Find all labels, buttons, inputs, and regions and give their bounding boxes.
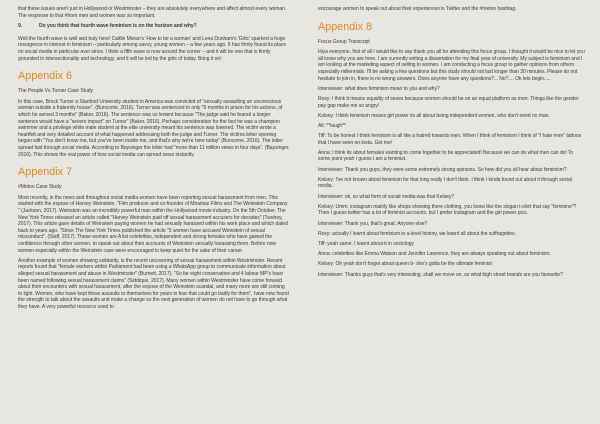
- transcript-line: All: **laugh**: [318, 122, 346, 129]
- transcript-line: Kelsey: Umm, instagram mainly like shops showing there clothing, you know like the slogan t-shirt that say "feminine"? Then I guess twitter has a lot of feminist accounts, but I prefer Instagram and the girl power pics.: [318, 203, 577, 217]
- transcript-line: Tiff: yeah same. I learnt about it in sociology: [318, 240, 414, 247]
- appendix-7-subheading: #Metoo Case Study: [18, 184, 62, 191]
- transcript-line: Hiya everyone, first of all I would like to say thank you all for attending this focus group. I thought it would be nice to let you all know why you are here. I am currently writing a dissertation for my final year of university. My subject is feminism and I am looking at the marketing aspect of selling to women. I am conducting a focus group to gather opinions from others especially millennials. I'll be asking a few questions but this study should not last longer than 30 minutes. Please do not hesitate to join in, there is no wrong answers. Does anyone have any questions?... No?.... Ok lets begin.....: [318, 49, 585, 82]
- transcript-line: Anna: celebrities like Emma Watson and Jennifer Lawrence, they are always speaking out about feminism.: [318, 251, 551, 258]
- appendix-7-paragraph-2: Another example of women showing solidarity, is the recent uncovering of sexual harassment within Westminster. Recent reports found that "female workers within Parliament had been using a WhatsApp group to communicate information about alleged sexual harassment and abuse in Westminster" (Burnett, 2017). "So far eight conservative and 4 labour MP's have been named following sexual harassment claims" (Siddique, 2017). Many women within Westminster have come forward about their encounters with sexual harassment, after the expose of the Weinstein scandal, and many more are still coming to light. Women, who have kept these assaults to themselves for years in fear that could go badly for them", have now found the strength to talk about the assaults and make a change so the next generation of women do not have to go through what they have. A very powerful resource used to: [18, 257, 289, 310]
- appendix-6-subheading: The People Vs Turner Case Study: [18, 88, 94, 95]
- transcript-line: Kelsey: I've not known about feminism for that long really I don't think. I think I kinda found out about it through social media.: [318, 176, 572, 190]
- transcript-line: Roxy: I think it means equality of sexes because women should be on an equal platform as men. Things like the gender pay gap make me so angry!: [318, 95, 579, 109]
- left-page: [18, 6, 290, 314]
- right-intro-paragraph: encourage women to speak out about their experiences is Twitter and the #metoo hashtag.: [318, 6, 517, 12]
- transcript-line: Interviewer: what does feminism mean to you and why?: [318, 85, 440, 92]
- transcript-line: Tiff: To be honest I think feminism is all like a hatred towards men. When I think of feminism I think of "I hate men" tattoos that I have seen on insta. Get me!: [318, 133, 582, 146]
- appendix-7-paragraph-1: Most recently, in the news and throughout social media women have been reporting sexual harassment from men. This started with the expose of Harvey Weinstein. "Film producer and co-founder of Miramax Films and The Weinstein Company " (Jackson, 2017). Weinstein was an incredibly powerful man within the Hollywood movie industry. On the 5th October, The New York Times released an article called "Harvey Weinstein paid off sexual harassment accusers for decades" (Twohey, 2017). This article gave details of Weinstein paying women he had sexually harassed within his work place and which dated back to years ago. "Since The New York Times published the article "5 women have accused Weinstein of sexual misconduct". (Staff, 2017). These women are A list celebrities, independent and strong females who have gained the confidence through other women, to speak out about their accounts of Weinstein sexually harassing them. Before now women especially within the Weinstein case were encouraged to keep quiet for the sake of their career.: [18, 194, 288, 254]
- left-intro-paragraph: that these issues aren't just in Hollywood or Westminster – they are absolutely everywhere and affect almost every woman. The response to that #from men and women was so important.: [18, 6, 287, 19]
- question-9: [18, 23, 290, 30]
- appendix-8-subheading: Focus Group Transcript: [318, 38, 370, 45]
- transcript-line: Kelsey: I think feminism means girl power its all about being independent women, who don't need no man.: [318, 112, 550, 119]
- transcript-line: Interviewer: ok, so what form of social media was that Kelsey?: [318, 193, 455, 200]
- transcript-line: Kelsey: Oh yeah don't forget about queen b- she's gotta be the ultimate feminist: [318, 261, 492, 268]
- question-text: Do you think that fourth wave feminism is on the horizon and why?: [39, 22, 197, 29]
- question-number: 9.: [18, 22, 23, 29]
- right-page: [318, 6, 586, 282]
- appendix-6-heading: Appendix 6: [18, 70, 73, 83]
- transcript-line: Interviewer: Thank you, that's great. Anyone else?: [318, 220, 428, 227]
- answer-paragraph: Well the fourth wave is well and truly here! Caitlin Moran's 'How to be a woman' and Lena Dunham's 'Girls' sparked a huge resurgence in interest in feminism – particularly among savvy, young women – a few years ago. It has firmly found its place on social media in particular ever since. I think a fifth wave is now around the corner – and it will be one that is firmly grounded in intersectionality and technology, and it will be led by the girls of today. Bring it on!: [18, 35, 287, 62]
- transcript-line: Interviewer: Thank you guys, they were some extremely strong opinions. So how did you all hear about feminism?: [318, 166, 567, 173]
- appendix-6-paragraph: In this case, Brock Turner a Stanford University student in America was convicted of "sexually assaulting an unconscious woman outside a fraternity house". (Buncome, 2016). Turner was sentenced to only "6 months in prison for his actions, of which he served 3 months" (Baker, 2016). The sentence was so lenient because "The judge said he feared a longer sentence would have a "severe impact" on Turner" (Baker, 2016). Perhaps consideration for the fact he was a champion swimmer and a privilege white male student at the elite university meant his sentence was lowered. The victim wrote a heartfelt and very detailed account of what happened addressing both the judge and Turner. The victims letter opening began with "You don't know me, but you've been inside me, and that's why we're here today" (Buncome, 2016). The letter spread fast through social media. According to Baysinger the letter had "more than 11 million views in four days". (Baysinger, 2016). This shows the real power of how social media can spread news instantly.: [18, 98, 290, 158]
- appendix-8-heading: Appendix 8: [318, 20, 373, 33]
- transcript-line: Roxy: actually I learnt about feminism in a-level history, we learnt all about the suffragettes.: [318, 230, 516, 237]
- transcript-line: Anna: I think its about females wanting to come together to be appreciated! Because we can do what men can do! To some point yeah I guess I am a feminist.: [318, 149, 574, 163]
- appendix-7-heading: Appendix 7: [18, 166, 73, 179]
- transcript-line: Interviewer: Thanks guys that's very interesting, shall we move on, so what high street brands are you favourite?: [318, 271, 563, 278]
